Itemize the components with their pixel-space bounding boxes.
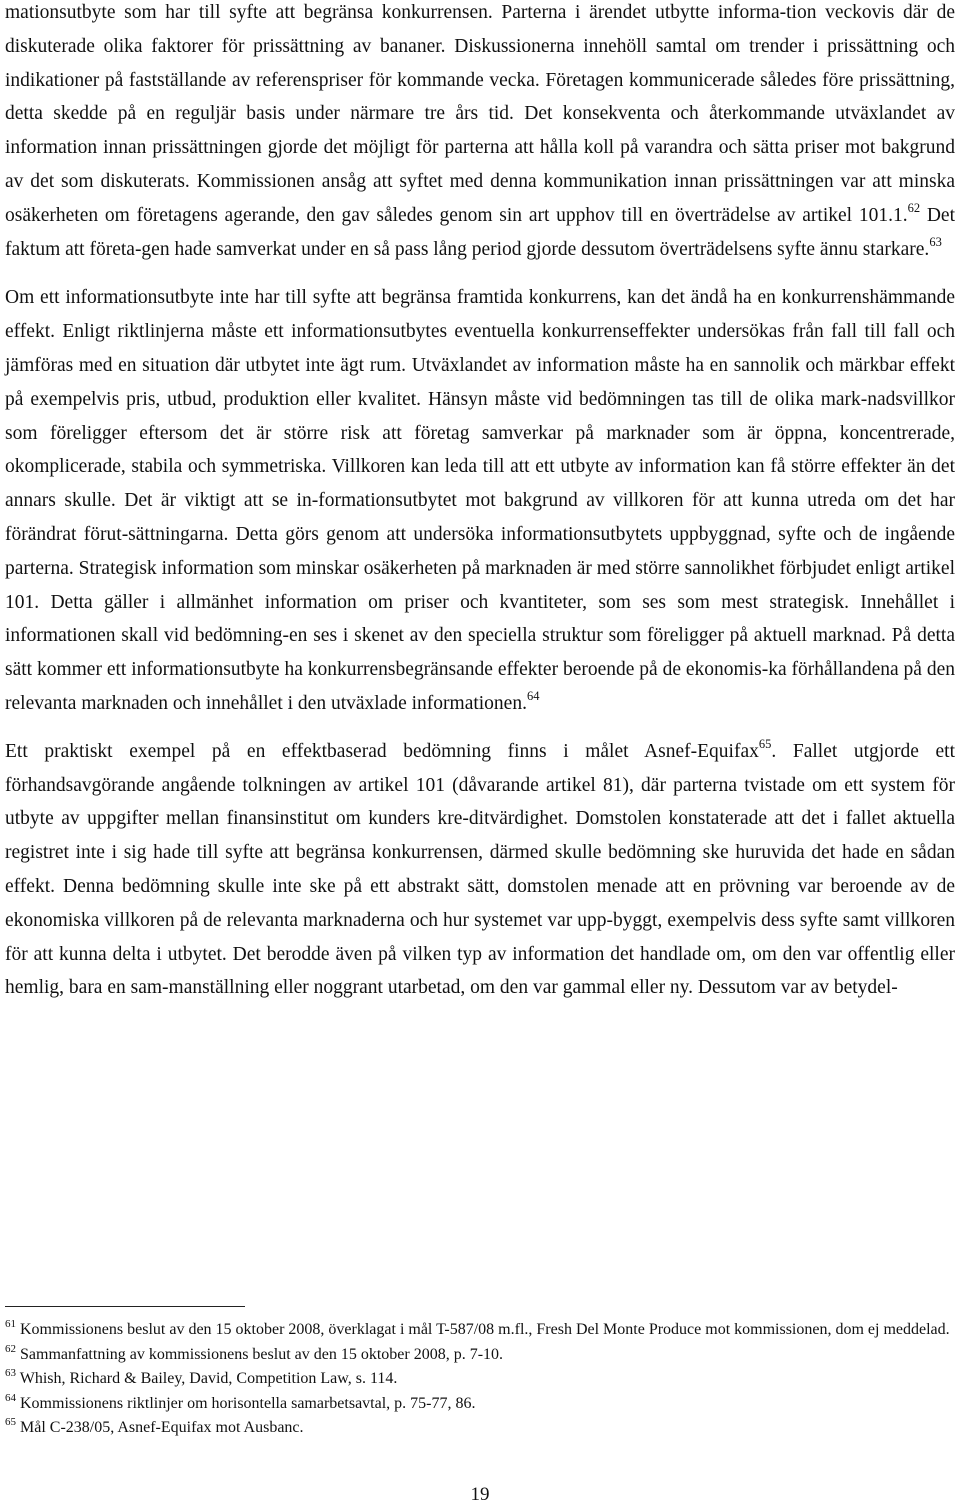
footnote-separator [5,1306,245,1307]
text-run: . Fallet utgjorde ett förhandsavgörande angående tolkningen av artikel 101 (dåvarande artikel 81), där parterna tvistade om ett system för utbyte av uppgifter mellan finansinstitut om kunders kre-ditvärdighet. Domstolen konstaterade att det i fallet aktuella registret inte i sig hade till syfte att begränsa konkurrensen, därmed skulle bedömning ske huruvida det hade en sådan effekt. Denna bedömning skulle inte ske på ett abstrakt sätt, domstolen menade att en prövning var beroende av de ekonomiska villkoren på de relevanta marknaderna och hur systemet var upp-byggt, exempelvis dess syfte samt villkoren för att kunna delta i utbytet. Det berodde även på vilken typ av information det handlade om, om den var offentlig eller hemlig, bara en sam-manställning eller noggrant utarbetad, om den var gammal eller ny. Dessutom var av betydel- [5,740,955,999]
body-text [5,0,955,1005]
footnote-number: 61 [5,1318,16,1330]
text-run: mationsutbyte som har till syfte att begränsa konkurrensen. Parterna i ärendet utbytte informa-tion veckovis där de diskuterade olika faktorer för prissättning av bananer. Diskussionerna innehöll samtal om trender i prissättning och indikationer på fastställande av referenspriser för kommande vecka. Företagen kommunicerade således före prissättning, detta skedde på en reguljär basis under närmare tre års tid. Det konsekventa och återkommande utväxlandet av information innan prissättningen gjorde det möjligt för parterna att hålla koll på varandra och sätta priser mot bakgrund av det som diskuterats. Kommissionen ansåg att syftet med denna kommunikation innan prissättningen var att minska osäkerheten om företagens agerande, den gav således genom sin art upphov till en överträdelse av artikel 101.1. [5,2,955,226]
footnote [5,1367,955,1392]
footnote-ref: 64 [526,688,540,703]
paragraph [5,281,955,720]
footnote-number: 63 [5,1367,16,1379]
text-run: Det faktum att företa-gen hade samverkat under en så pass lång period gjorde dessutom överträdelsens syfte ännu starkare. [5,204,955,260]
page-number: 19 [470,1484,490,1505]
footnote-number: 65 [5,1416,16,1428]
paragraph [5,0,955,266]
footnote [5,1343,955,1368]
footnotes [5,1318,955,1441]
footnote [5,1392,955,1417]
footnote-text: Kommissionens riktlinjer om horisontella samarbetsavtal, p. 75-77, 86. [16,1394,476,1412]
footnote-text: Mål C-238/05, Asnef-Equifax mot Ausbanc. [16,1419,304,1436]
text-run: Om ett informationsutbyte inte har till syfte att begränsa framtida konkurrens, kan det ändå ha en konkurrenshämmande effekt. Enligt riktlinjerna måste ett informationsutbytes eventuella konkurrenseffekter undersökas från fall till fall och jämföras med en situation där utbytet inte ägt rum. Utväxlandet av information måste ha en sannolik och märkbar effekt på exempelvis pris, utbud, produktion eller kvalitet. Hänsyn måste vid bedömningen tas till de olika mark-nadsvillkor som föreligger eftersom det är större risk att företag samverkar på marknader som är öppna, koncentrerade, okomplicerade, stabila och symmetriska. Villkoren kan leda till att ett utbyte av information kan få större effekter än det annars skulle. Det är viktigt att se in-formationsutbytet mot bakgrund av villkoren för att kunna utreda om det har förändrat förut-sättningarna. Detta görs genom att undersöka informationsutbytets uppbyggnad, syfte och de ingående parterna. Strategisk information som minskar osäkerheten på marknaden är med större sannolikhet förbjudet enligt artikel 101. Detta gäller i allmänhet information om priser och kvantiteter, som ses som mest strategisk. Innehållet i informationen skall vid bedömning-en ses i skenet av den speciella struktur som föreligger på aktuell marknad. På detta sätt kommer ett informationsutbyte ha konkurrensbegränsande effekter beroende på de ekonomis-ka förhållandena på den relevanta marknaden och innehållet i den utväxlade informationen. [5,287,955,714]
footnote-text: Sammanfattning av kommissionens beslut av den 15 oktober 2008, p. 7-10. [16,1345,504,1363]
footnote-number: 62 [5,1342,16,1355]
footnote-ref: 62 [907,200,921,215]
footnote-text: Kommissionens beslut av den 15 oktober 2008, överklagat i mål T-587/08 m.fl., Fresh Del Monte Produce mot kommissionen, dom ej meddelad. [16,1321,950,1338]
footnote-ref: 63 [929,234,942,249]
footnote [5,1416,955,1441]
text-run: Ett praktiskt exempel på en effektbaserad bedömning finns i målet Asnef-Equifax [5,740,759,762]
footnote [5,1318,955,1343]
paragraph [5,735,955,1005]
footnote-number: 64 [5,1391,16,1404]
footnote-ref: 65 [758,736,772,751]
footnote-text: Whish, Richard & Bailey, David, Competition Law, s. 114. [16,1370,398,1387]
